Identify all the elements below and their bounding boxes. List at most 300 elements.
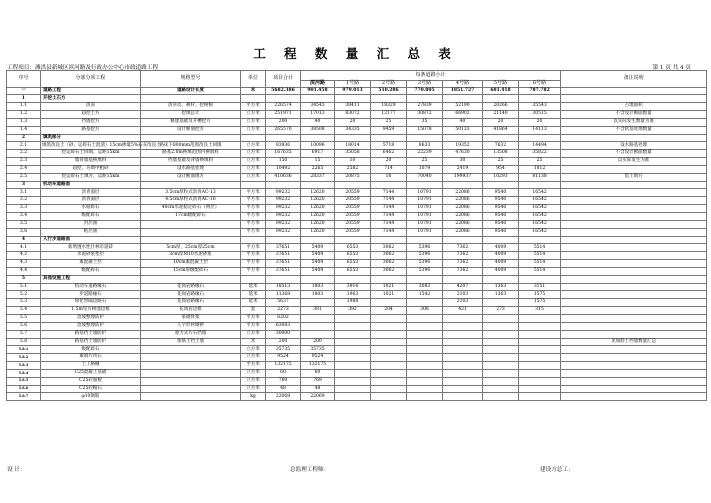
cell-road <box>519 181 561 189</box>
cell-road: 16542 <box>519 220 561 228</box>
header-road: 滨河路 <box>301 80 335 87</box>
cell-road: 25 <box>519 158 561 166</box>
cell-road <box>407 181 443 189</box>
cell-road: 954 <box>483 165 519 173</box>
cell-road <box>483 354 519 362</box>
cell-item: 挡墙挖方 <box>41 118 141 126</box>
cell-road: 48 <box>301 385 335 393</box>
cell-item: 清表 <box>41 103 141 111</box>
cell-road <box>407 134 443 142</box>
cell-road: 22086 <box>443 189 483 197</box>
cell-item: 挖运碎石土填方、运距15km <box>41 173 141 181</box>
header-note: 备注说明 <box>561 71 707 88</box>
cell-seq: 3.1 <box>7 189 41 197</box>
cell-road: 10791 <box>407 220 443 228</box>
cell-road: 308 <box>407 307 443 315</box>
cell-spec: 设计断面填方 <box>141 173 241 181</box>
cell-seq: 5.5 <box>7 314 41 322</box>
cell-seq: 3.3 <box>7 205 41 213</box>
cell-road: 20 <box>519 118 561 126</box>
cell-spec <box>141 236 241 244</box>
cell-road: 20266 <box>483 103 519 111</box>
cell-road: 20559 <box>335 197 371 205</box>
cell-unit: 平方米 <box>241 322 266 330</box>
cell-road <box>483 181 519 189</box>
cell-item: 边坡整理防护 <box>41 322 141 330</box>
cell-spec <box>141 181 241 189</box>
cell-road <box>371 299 407 307</box>
table-row <box>7 362 707 370</box>
cell-road <box>371 322 407 330</box>
cell-item: 级配碎石 <box>41 346 141 354</box>
cell-road <box>519 314 561 322</box>
cell-note <box>561 393 707 401</box>
cell-road: 1803 <box>301 283 335 291</box>
table-row <box>7 385 707 393</box>
cell-unit: kg <box>241 393 266 401</box>
cell-road <box>519 362 561 370</box>
cell-spec: 5cm厚，25cm厚25cm <box>141 244 241 252</box>
cell-seq: 5.8.3 <box>7 362 41 370</box>
cell-road <box>519 346 561 354</box>
cell-road <box>371 181 407 189</box>
cell-road: 1812 <box>519 165 561 173</box>
cell-road: 9540 <box>483 213 519 221</box>
cell-road: 28337 <box>301 173 335 181</box>
cell-road <box>335 322 371 330</box>
cell-note <box>561 299 707 307</box>
cell-road <box>519 95 561 103</box>
cell-item: 超挖土方 <box>41 111 141 119</box>
cell-road <box>483 393 519 401</box>
cell-spec: 修建基础及开槽挖方 <box>141 118 241 126</box>
cell-road <box>301 322 335 330</box>
cell-road: 132175 <box>301 362 335 370</box>
cell-road <box>443 134 483 142</box>
cell-road: 34335 <box>335 126 371 134</box>
cell-unit: 套 <box>241 307 266 315</box>
cell-road <box>519 330 561 338</box>
cell-item: 素填片块石 <box>41 354 141 362</box>
cell-road <box>483 236 519 244</box>
table-row <box>7 228 707 236</box>
cell-road: 9540 <box>483 228 519 236</box>
table-row <box>7 377 707 385</box>
cell-seq: 4 <box>7 236 41 244</box>
cell-road: 10293 <box>483 173 519 181</box>
cell-seq: 5.3 <box>7 299 41 307</box>
cell-road <box>301 275 335 283</box>
cell-road <box>371 338 407 346</box>
cell-road: 35543 <box>519 103 561 111</box>
cell-seq: 2.1 <box>7 142 41 150</box>
header-row <box>7 71 707 81</box>
cell-total: 150 <box>266 158 301 166</box>
cell-total: 37651 <box>266 267 301 275</box>
cell-total: 410636 <box>266 173 301 181</box>
header-road: 6号路 <box>519 80 561 87</box>
cell-item: 素混凝土层 <box>41 260 141 268</box>
section-row <box>7 134 707 142</box>
section-row <box>7 95 707 103</box>
cell-road: 7632 <box>483 142 519 150</box>
cell-item: 封层油 <box>41 220 141 228</box>
cell-total <box>266 275 301 283</box>
cell-road: 22086 <box>443 228 483 236</box>
cell-spec <box>141 393 241 401</box>
cell-road: 16 <box>371 173 407 181</box>
cell-road: 12177 <box>371 111 407 119</box>
cell-unit: 立方米 <box>241 377 266 385</box>
cell-road: 30 <box>443 158 483 166</box>
table-row <box>7 111 707 119</box>
cell-seq: 4.2 <box>7 252 41 260</box>
cell-road <box>335 181 371 189</box>
cell-road: 2265 <box>301 165 335 173</box>
cell-road: 38411 <box>335 103 371 111</box>
cell-unit: 平方米 <box>241 260 266 268</box>
cell-road: 35058 <box>335 150 371 158</box>
cell-road <box>443 362 483 370</box>
section-row <box>7 181 707 189</box>
cell-unit: 平方米 <box>241 213 266 221</box>
cell-road <box>335 377 371 385</box>
cell-seq: 5.8 <box>7 338 41 346</box>
cell-spec: 挡墙基础及背墙换填料 <box>141 158 241 166</box>
cell-road <box>371 354 407 362</box>
header-road: 4号路 <box>443 80 483 87</box>
cell-road: 27839 <box>407 103 443 111</box>
cell-note: 不含设计断面数量 <box>561 150 707 158</box>
cell-road: 41864 <box>483 126 519 134</box>
cell-seq: 1 <box>7 95 41 103</box>
table-row <box>7 165 707 173</box>
cell-road: 901.458 <box>301 87 335 95</box>
cell-road: 979.013 <box>335 87 371 95</box>
cell-unit: 平方米 <box>241 267 266 275</box>
cell-note <box>561 213 707 221</box>
cell-total: 5682.386 <box>266 87 301 95</box>
cell-road <box>335 134 371 142</box>
cell-total: 200 <box>266 118 301 126</box>
cell-road: 20559 <box>335 189 371 197</box>
cell-road: 20 <box>335 118 371 126</box>
cell-total: 11368 <box>266 291 301 299</box>
cell-total: 63083 <box>266 322 301 330</box>
cell-road <box>335 275 371 283</box>
cell-road: 714 <box>371 165 407 173</box>
cell-road: 83072 <box>335 111 371 119</box>
table-row <box>7 173 707 181</box>
cell-road: 315 <box>519 307 561 315</box>
cell-total: 99232 <box>266 197 301 205</box>
cell-unit <box>241 275 266 283</box>
cell-road: 40 <box>301 118 335 126</box>
cell-note <box>561 369 707 377</box>
cell-note <box>561 330 707 338</box>
cell-road: 1363 <box>483 291 519 299</box>
cell-unit: 平方米 <box>241 252 266 260</box>
cell-note <box>561 322 707 330</box>
cell-road: 22239 <box>407 150 443 158</box>
cell-road: 18014 <box>335 142 371 150</box>
table-row <box>7 126 707 134</box>
cell-total: 251971 <box>266 111 301 119</box>
cell-road: 20559 <box>335 220 371 228</box>
cell-road: 20559 <box>335 213 371 221</box>
cell-spec: 花岗岩路缘石 <box>141 291 241 299</box>
cell-road: 273 <box>483 307 519 315</box>
cell-seq: 5.8.4 <box>7 369 41 377</box>
cell-note <box>561 346 707 354</box>
cell-road <box>483 377 519 385</box>
cell-spec: 浆砌骨架 <box>141 314 241 322</box>
cell-total: 99232 <box>266 213 301 221</box>
cell-road <box>407 299 443 307</box>
cell-item: 步道路缘石 <box>41 291 141 299</box>
cell-road: 10791 <box>407 213 443 221</box>
cell-road <box>371 330 407 338</box>
cell-road: 1363 <box>483 283 519 291</box>
cell-unit: 立方米 <box>241 173 266 181</box>
cell-road <box>519 377 561 385</box>
cell-road <box>443 330 483 338</box>
cell-road: 10791 <box>407 189 443 197</box>
cell-road <box>443 369 483 377</box>
cell-unit <box>241 134 266 142</box>
cell-road <box>443 385 483 393</box>
cell-note <box>561 95 707 103</box>
cell-seq: 5.8.6 <box>7 385 41 393</box>
cell-road <box>371 369 407 377</box>
cell-seq: 2.3 <box>7 158 41 166</box>
cell-unit <box>241 236 266 244</box>
cell-road <box>407 377 443 385</box>
table-row <box>7 205 707 213</box>
cell-road <box>371 236 407 244</box>
cell-road <box>443 338 483 346</box>
cell-spec: 花岗岩路缘石 <box>141 283 241 291</box>
cell-road: 5409 <box>301 260 335 268</box>
cell-spec: 花岗岩路缘石 <box>141 299 241 307</box>
cell-road: 22069 <box>301 393 335 401</box>
cell-road: 7144 <box>371 220 407 228</box>
cell-road: 2419 <box>443 165 483 173</box>
cell-road <box>301 236 335 244</box>
cell-road: 50133 <box>443 126 483 134</box>
cell-road <box>483 134 519 142</box>
cell-road <box>301 181 335 189</box>
cell-road: 22086 <box>443 220 483 228</box>
header-unit: 单位 <box>241 71 266 88</box>
cell-road <box>301 299 335 307</box>
cell-note <box>561 228 707 236</box>
cell-road <box>407 314 443 322</box>
cell-road: 5396 <box>407 252 443 260</box>
header-road: 1号路 <box>335 80 371 87</box>
cell-unit: 立方米 <box>241 118 266 126</box>
cell-spec: 道路设计长度 <box>141 87 241 95</box>
cell-item: 机动车道路缘石 <box>41 283 141 291</box>
cell-item: C25混凝土基础 <box>41 369 141 377</box>
header-total: 项目合计 <box>266 71 301 88</box>
cell-road: 13508 <box>483 150 519 158</box>
cell-total: 37651 <box>266 252 301 260</box>
cell-total: 48 <box>266 385 301 393</box>
cell-unit: 平方米 <box>241 362 266 370</box>
cell-seq: 1.3 <box>7 118 41 126</box>
cell-note <box>561 87 707 95</box>
cell-road: 1988 <box>335 299 371 307</box>
cell-unit: 延米 <box>241 291 266 299</box>
cell-road: 3062 <box>371 244 407 252</box>
cell-note: 借土填方 <box>561 173 707 181</box>
cell-item: 粘层油 <box>41 228 141 236</box>
cell-item: 其他设施工程 <box>41 275 141 283</box>
cell-road: 81138 <box>519 173 561 181</box>
cell-road <box>335 338 371 346</box>
cell-road: 4009 <box>483 252 519 260</box>
cell-road: 16542 <box>519 213 561 221</box>
cell-road: 204 <box>371 307 407 315</box>
cell-road: 5396 <box>407 244 443 252</box>
cell-unit: 立方米 <box>241 142 266 150</box>
cell-seq: 5.6 <box>7 322 41 330</box>
cell-note <box>561 314 707 322</box>
cell-road: 34545 <box>301 103 335 111</box>
cell-road: 25 <box>371 118 407 126</box>
table-row <box>7 267 707 275</box>
cell-note <box>561 275 707 283</box>
header-road-group: 每条道路小计 <box>301 71 561 81</box>
cell-road: 5409 <box>301 267 335 275</box>
cell-road: 20 <box>483 118 519 126</box>
cell-note <box>561 354 707 362</box>
cell-total: 30000 <box>266 330 301 338</box>
cell-road <box>371 275 407 283</box>
cell-note <box>561 220 707 228</box>
cell-road: 681.418 <box>483 87 519 95</box>
table-row <box>7 260 707 268</box>
cell-road: 6917 <box>301 150 335 158</box>
table-row <box>7 252 707 260</box>
cell-road: 9540 <box>483 205 519 213</box>
cell-total: 99232 <box>266 228 301 236</box>
table-row <box>7 244 707 252</box>
cell-road: 6553 <box>335 244 371 252</box>
cell-road: 3062 <box>371 252 407 260</box>
cell-road <box>519 385 561 393</box>
cell-road: 35735 <box>301 346 335 354</box>
cell-unit: 立方米 <box>241 369 266 377</box>
cell-seq: 4.3 <box>7 260 41 268</box>
cell-road: 3062 <box>371 260 407 268</box>
cell-road <box>443 95 483 103</box>
cell-unit: 延米 <box>241 299 266 307</box>
cell-note <box>561 181 707 189</box>
cell-unit: 立方米 <box>241 165 266 173</box>
cell-note: 占地面积 <box>561 103 707 111</box>
cell-road: 7144 <box>371 205 407 213</box>
cell-road: 1542 <box>407 291 443 299</box>
table-row <box>7 369 707 377</box>
cell-road: 510.286 <box>371 87 407 95</box>
cell-note <box>561 260 707 268</box>
table-row <box>7 307 707 315</box>
cell-road <box>407 236 443 244</box>
cell-note <box>561 385 707 393</box>
cell-road: 12620 <box>301 189 335 197</box>
cell-spec: 3.5cm厚粒式沥青AC-13 <box>141 189 241 197</box>
cell-road <box>335 95 371 103</box>
cell-item: C25砼帽石 <box>41 385 141 393</box>
header-road: 3号路 <box>407 80 443 87</box>
cell-road <box>335 393 371 401</box>
cell-total: 35735 <box>266 346 301 354</box>
cell-road: 6553 <box>335 267 371 275</box>
table-row <box>7 118 707 126</box>
cell-spec <box>141 228 241 236</box>
cell-road: 392 <box>335 307 371 315</box>
cell-road: 10 <box>335 158 371 166</box>
table-row <box>7 158 707 166</box>
cell-note <box>561 244 707 252</box>
cell-spec <box>141 134 241 142</box>
cell-item: 1.5m见方树池边框 <box>41 307 141 315</box>
cell-total: 200 <box>266 338 301 346</box>
cell-seq: 5.2 <box>7 291 41 299</box>
cell-road: 16542 <box>519 205 561 213</box>
cell-road: 7144 <box>371 189 407 197</box>
cell-note <box>561 236 707 244</box>
cell-road: 3083 <box>407 283 443 291</box>
cell-road <box>443 181 483 189</box>
cell-road: 381 <box>301 307 335 315</box>
cell-seq: 5.8.5 <box>7 377 41 385</box>
cell-road <box>443 346 483 354</box>
cell-road: 18329 <box>371 103 407 111</box>
cell-seq: 3.4 <box>7 213 41 221</box>
cell-spec <box>141 362 241 370</box>
cell-road: 9540 <box>483 220 519 228</box>
cell-spec <box>141 385 241 393</box>
cell-total: 83936 <box>266 142 301 150</box>
cell-road <box>483 338 519 346</box>
cell-road <box>371 385 407 393</box>
cell-road: 10791 <box>407 197 443 205</box>
cell-road <box>335 362 371 370</box>
cell-road <box>301 314 335 322</box>
section-row <box>7 275 707 283</box>
cell-road: 1575 <box>519 291 561 299</box>
cell-road <box>443 377 483 385</box>
cell-seq: 5 <box>7 275 41 283</box>
cell-unit: 立方米 <box>241 346 266 354</box>
cell-road: 5718 <box>371 142 407 150</box>
cell-road: 16542 <box>519 189 561 197</box>
cell-note <box>561 197 707 205</box>
cell-item: 水稳碎石 <box>41 205 141 213</box>
cell-unit: 立方米 <box>241 330 266 338</box>
cell-road <box>371 134 407 142</box>
cell-road: 16542 <box>519 228 561 236</box>
cell-unit: 立方米 <box>241 385 266 393</box>
cell-road: 70040 <box>407 173 443 181</box>
cell-road <box>483 299 519 307</box>
cell-note: 以实际发生为准 <box>561 158 707 166</box>
cell-road: 5409 <box>301 244 335 252</box>
cell-item: 墙背墙基换填料 <box>41 158 141 166</box>
